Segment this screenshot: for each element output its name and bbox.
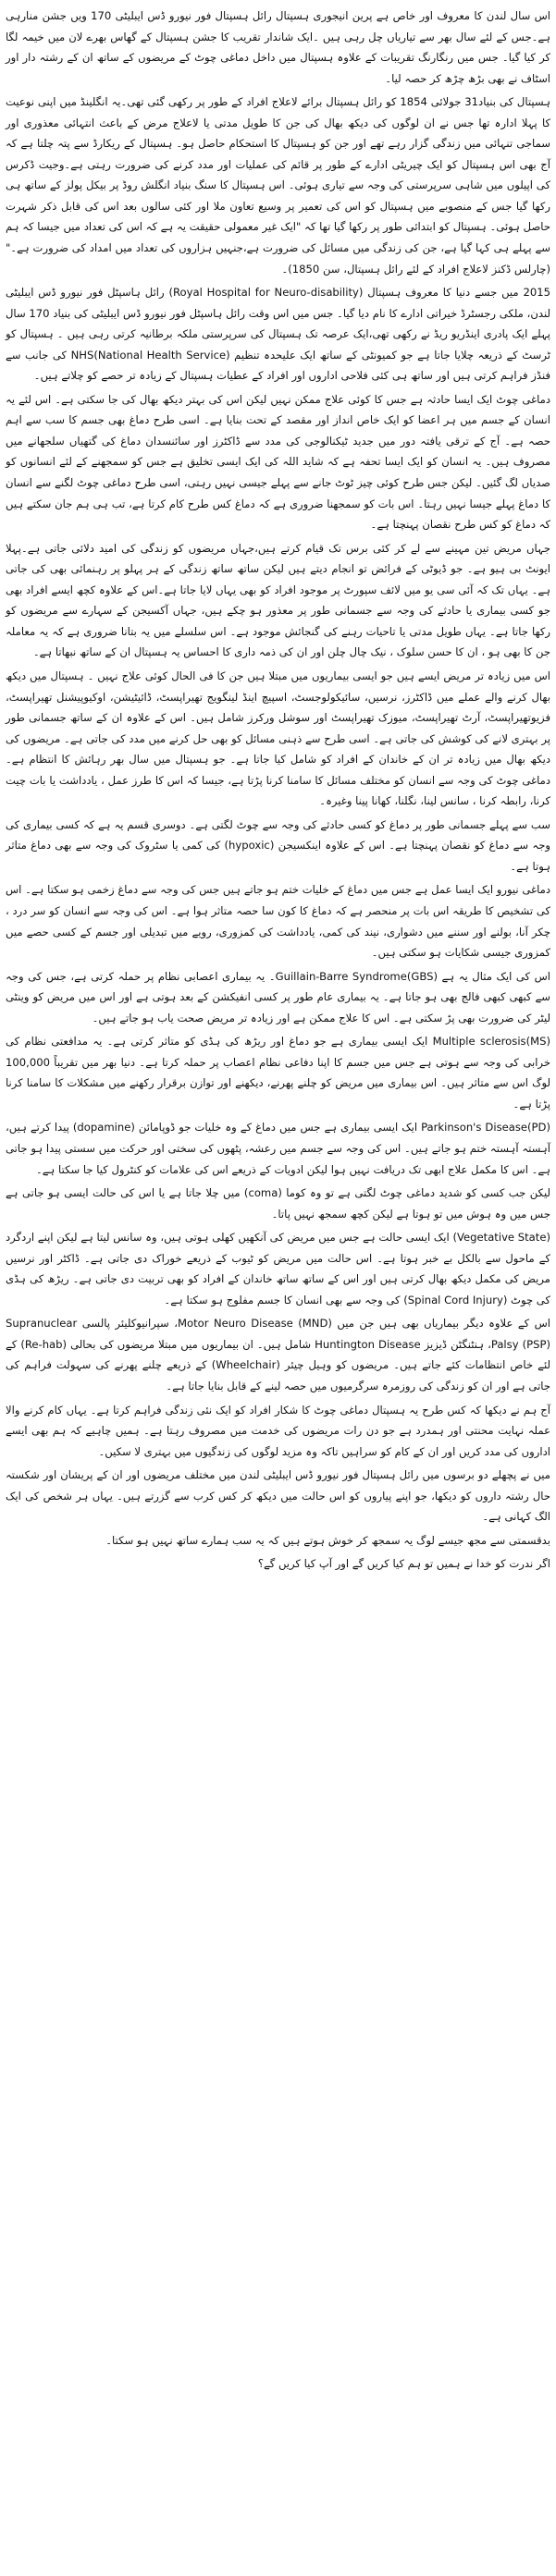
article-paragraph-14: اس کے علاوہ دیگر بیماریاں بھی ہیں جن میں Motor Neuro Disease (MND)، سپرانیوکلیئر پالسی Supranuclear Palsy (PSP)، ہنٹنگٹن ڈیزیز Huntington Disease شامل ہیں۔ ان بیماریوں میں مبتلا مریضوں کی بحالی (Re-hab) کے لئے خاص انتظامات کئے جاتے ہیں۔ مریضوں کو وہیل چیئر (Wheelchair) کے ذریعے چلنے پھرنے کی سہولت فراہم کی جاتی ہے اور ان کو زندگی کی روزمرہ سرگرمیوں میں حصہ لینے کے قابل بنایا جاتا ہے۔ [6,1317,550,1392]
article-paragraph-16: میں نے پچھلے دو برسوں میں رائل ہسپتال فور نیورو ڈس ایبلیٹی لندن میں مختلف مریضوں اور ان کے پریشان اور شکستہ حال رشتہ داروں کو دیکھا، جو اپنے پیاروں کو اس حالت میں دیکھ کر کس کرب سے گزرتے ہیں۔ یہاں ہر شخص کی ایک الگ کہانی ہے۔ [6,1468,550,1524]
article-paragraph-1: اس سال لندن کا معروف اور خاص ہے پرین انیجوری ہسپتال رائل ہسپتال فور نیورو ڈس ایبلیٹی 170 ویں جشن منارہی ہے۔جس کے لئے سال بھر سے تیاریاں چل رہی ہیں ۔ایک شاندار تقریب کا جشن ہسپتال کے گھاس بھرے لان میں خیمہ لگا کر کیا گیا۔ جس میں رنگارنگ تقریبات کے علاوہ ہسپتال میں داخل دماغی چوٹ کے مریضوں کے ساتھ ان کے رشتہ دار اور اسٹاف نے بھی بڑھ چڑھ کر حصہ لیا۔ [6,9,551,85]
article-paragraph-7: سب سے پہلے جسمانی طور پر دماغ کو کسی حادثے کی وجہ سے چوٹ لگتی ہے۔ دوسری قسم یہ ہے کہ کسی بیماری کی وجہ سے دماغ کو نقصان پہنچتا ہے۔ اس کے علاوہ اینکسیجن (hypoxic) کی کمی یا سٹروک کی وجہ سے بھی دماغ متاثر ہوتا ہے۔ [6,817,550,873]
article-paragraph-17: بدقسمتی سے مجھ جیسے لوگ یہ سمجھ کر خوش ہوتے ہیں کہ یہ سب ہمارے ساتھ نہیں ہو سکتا۔ [105,1533,550,1547]
article-paragraph-5: جہاں مریض تین مہینے سے لے کر کئی برس تک قیام کرتے ہیں،جہاں مریضوں کو زندگی کی امید دلائی جاتی ہے۔پہلا ایونٹ بی ہیو ہے۔ جو ڈیوٹی کے فرائض تو انجام دیتے ہیں لیکن ساتھ ساتھ زندگی کے ہر پہلو پر رہنمائی بھی کی جاتی ہے۔ یہاں تک کہ آئی سی یو میں لائف سپورٹ پر موجود افراد کو بھی یہاں لایا جاتا ہے۔اس کے علاوہ کچھ ایسے افراد بھی جو کسی بیماری یا حادثے کی وجہ سے جسمانی طور پر معذور ہو چکے ہیں، جہاں آکسیجن کے سہارے سے مریضوں کو رکھا جاتا ہے۔ یہاں طویل مدتی یا تاحیات رہنے کی گنجائش موجود ہے۔ اس سلسلے میں یہ بتانا ضروری ہے کہ یہ معاملہ جن کا بھی ہو ، ان کا حسن سلوک ، نیک چال چلن اور ان کی ذمہ داری کا احساس یہ ہسپتال ان کے ساتھ نبھاتا ہے۔ [6,541,550,659]
article-paragraph-4: دماغی چوٹ ایک ایسا حادثہ ہے جس کا کوئی علاج ممکن نہیں لیکن اس کی بہتر دیکھ بھال کی جا سکتی ہے۔ اس لئے یہ انسان کے جسم میں ہر اعضا کو ایک خاص انداز اور مقصد کے تحت بنایا ہے۔ اسی طرح دماغ بھی جسم کا سب سے اہم حصہ ہے۔ آج کے ترقی یافتہ دور میں جدید ٹیکنالوجی کی مدد سے ڈاکٹرز اور سائنسدان دماغ کی گتھیاں سلجھانے میں مصروف ہیں۔ یہ انسان کو ایک ایسا تحفہ ہے کہ شاید اللہ کی ایک ایسی تخلیق ہے جس کو سمجھنے کے لئے انسانوں کو صدیاں لگ گئیں۔ لیکن جس طرح کوئی چیز ٹوٹ جانے سے پہلے جیسی نہیں رہتی، اسی طرح دماغی چوٹ لگنے سے انسان کا دماغ پہلے جیسا نہیں رہتا۔ اس بات کو سمجھنا ضروری ہے کہ دماغ کس طرح کام کرتا ہے، تب ہی ہم جان سکتے ہیں کہ دماغ کو کس طرح نقصان پہنچتا ہے۔ [6,392,550,532]
article-paragraph-18: اگر ندرت کو خدا نے ہمیں تو ہم کیا کریں گے اور آپ کیا کریں گے؟ [257,1557,550,1571]
article-paragraph-10: Multiple sclerosis(MS) ایک ایسی بیماری ہے جو دماغ اور ریڑھ کی ہڈی کو متاثر کرتی ہے۔ یہ مدافعتی نظام کی خرابی کی وجہ سے ہوتی ہے جس میں جسم کا اپنا دفاعی نظام اعصاب پر حملہ کرتا ہے۔ دنیا بھر میں تقریباً 100,000 لوگ اس سے متاثر ہیں۔ اس بیماری میں مریض کو چلنے پھرنے، دیکھنے اور توازن برقرار رکھنے میں مشکلات کا سامنا کرنا پڑتا ہے۔ [6,1035,550,1110]
article-paragraph-6: اس میں زیادہ تر مریض ایسے ہیں جو ایسی بیماریوں میں مبتلا ہیں جن کا فی الحال کوئی علاج نہیں ۔ ہسپتال میں دیکھ بھال کرنے والے عملے میں ڈاکٹرز، نرسیں، سائیکولوجسٹ، اسپیچ اینڈ لینگویج تھیراپسٹ، ڈائیٹیشن، اوکیوپیشنل تھیراپسٹ، فزیوتھیراپسٹ، آرٹ تھیراپسٹ، میوزک تھیراپسٹ اور سوشل ورکرز شامل ہیں۔ اس کے علاوہ ان کے ساتھ جسمانی طور پر بہتری لانے کی کوشش کی جاتی ہے۔ اسی طرح سے ذہنی مسائل کو بھی حل کرنے میں مدد کی جاتی ہے۔ مریضوں کی دیکھ بھال میں زیادہ تر ان کے خاندان کے افراد کو شامل کیا جاتا ہے۔ جو ہسپتال میں سال بھر رہائش کا انتظام ہے۔ دماغی چوٹ کی وجہ سے انسان کو مختلف مسائل کا سامنا کرنا پڑتا ہے، جیسا کہ اس کا طرز عمل ، یادداشت یا بات چیت کرنا، رابطہ کرنا ، سانس لینا، نگلنا، کھانا پینا وغیرہ۔ [6,669,550,808]
article-paragraph-9: اس کی ایک مثال یہ ہے Guillain-Barre Syndrome(GBS)۔ یہ بیماری اعصابی نظام پر حملہ کرتی ہے، جس کی وجہ سے کبھی کبھی فالج بھی ہو جاتا ہے۔ یہ بیماری عام طور پر کسی انفیکشن کے بعد ہوتی ہے اور اس میں مریض کو وینٹی لیٹر کی ضرورت بھی پڑ سکتی ہے۔ اس کا علاج ممکن ہے اور زیادہ تر مریض صحت یاب ہو جاتے ہیں۔ [6,969,551,1024]
article-paragraph-2: ہسپتال کی بنیاد31 جولائی 1854 کو رائل ہسپتال برائے لاعلاج افراد کے طور پر رکھی گئی تھی۔یہ انگلینڈ میں اپنی نوعیت کا پہلا ادارہ تھا جس نے ان لوگوں کی دیکھ بھال کی جن کا طویل مدتی یا لاعلاج مرض کے باعث انتہائی معذوری اور سماجی تنہائی میں زندگی گزار رہے تھے اور جن کو ہسپتال کا استحکام حاصل ہو۔ ہسپتال کے ریکارڈ سے پتہ چلتا ہے کہ آج بھی اس ہسپتال کو ایک چیریٹی ادارے کے طور پر قائم کی عملیات اور مدد کرنے کی ضرورت رہتی ہے۔وجیت ڈکرس کی اپیلوں میں شاہی سرپرستی کی وجہ سے تیاری ہوئی۔ اس ہسپتال کا سنگ بنیاد انگلش روڈ پر بیکل پولز کے ساتھ ہی رکھا گیا جس کے منصوبے میں ہسپتال کو اس کی تعمیر پر وسیع تعاون ملا اور کئی سالوں بعد اس کی قابل ذکر شہرت حاصل ہوئی۔ ہسپتال کو ابتدائی طور پر رکھا گیا تھا کہ "ایک غیر معمولی حقیقت یہ ہے کہ اس کی تعداد میں جیسا کہ ہم سے پہلے ہی کہا گیا ہے، جن کی زندگی میں مسائل کی ضرورت ہے،جنہیں ہزاروں کی تعداد میں امداد کی ضرورت ہے۔"(چارلس ڈکنز لاعلاج افراد کے لئے رائل ہسپتال، سن 1850)۔ [6,95,550,276]
article-paragraph-12: لیکن جب کسی کو شدید دماغی چوٹ لگتی ہے تو وہ کوما (coma) میں چلا جاتا ہے یا اس کی حالت ایسی ہو جاتی ہے جس میں وہ ہوش میں تو ہوتا ہے لیکن کچھ سمجھ نہیں پاتا۔ [6,1186,550,1221]
article-paragraph-8: دماغی نیورو ایک ایسا عمل ہے جس میں دماغ کے خلیات ختم ہو جاتے ہیں جس کی وجہ سے دماغ زخمی ہو سکتا ہے۔ اس کی تشخیص کا طریقہ اس بات پر منحصر ہے کہ دماغ کا کون سا حصہ متاثر ہوا ہے۔ اس کی وجہ سے انسان کو سر درد ، چکر آنا، بولنے اور سننے میں دشواری، نیند کی کمی، یادداشت کی کمزوری، رویے میں تبدیلی اور جسم کے کسی حصے میں کمزوری جیسی شکایات ہو سکتی ہیں۔ [6,883,550,960]
article-paragraph-3: 2015 میں جسے دنیا کا معروف ہسپتال (Royal Hospital for Neuro-disability) رائل ہاسپٹل فور نیورو ڈس ایبلیٹی لندن، ملکی رجسٹرڈ خیراتی ادارے کا نام دیا گیا۔ جس میں اس وقت رائل ہاسپٹل فور نیورو ڈس ایبلیٹی کی بنیاد 170 سال پہلے ایک پادری اینڈریو ریڈ نے رکھی تھی،ایک عرصہ تک ہسپتال کی سرپرستی ملکہ برطانیہ کرتی رہی ہیں ۔ ہسپتال کو ٹرسٹ کے ذریعہ چلایا جاتا ہے جو کمیونٹی کے ساتھ ایک علیحدہ تنظیم NHS(National Health Service) کی جانب سے فنڈز فراہم کرتی ہیں اور ساتھ ہی کئی فلاحی اداروں اور افراد کے عطیات ہسپتال کے زیادہ تر حصے کو چلاتے ہیں۔ [6,286,551,383]
article-paragraph-13: (Vegetative State) ایک ایسی حالت ہے جس میں مریض کی آنکھیں کھلی ہوتی ہیں، وہ سانس لیتا ہے لیکن اپنے اردگرد کے ماحول سے بالکل بے خبر ہوتا ہے۔ اس حالت میں مریض کو ٹیوب کے ذریعے خوراک دی جاتی ہے۔ ڈاکٹر اور نرسیں مریض کی مکمل دیکھ بھال کرتی ہیں اور اس کے ساتھ ساتھ خاندان کے افراد کو بھی تربیت دی جاتی ہے۔ ریڑھ کی ہڈی کی چوٹ (Spinal Cord Injury) کی وجہ سے بھی انسان کا جسم مفلوج ہو سکتا ہے۔ [6,1231,550,1306]
article-paragraph-15: آج ہم نے دیکھا کہ کس طرح یہ ہسپتال دماغی چوٹ کا شکار افراد کو ایک نئی زندگی فراہم کرتا ہے۔ یہاں کام کرنے والا عملہ نہایت محنتی اور ہمدرد ہے جو دن رات مریضوں کی خدمت میں مصروف رہتا ہے۔ ہمیں چاہیے کہ ہم بھی ایسے اداروں کی مدد کریں اور ان کے کام کو سراہیں تاکہ وہ مزید لوگوں کی زندگیوں میں بہتری لا سکیں۔ [6,1403,550,1458]
article-paragraph-11: Parkinson's Disease(PD) ایک ایسی بیماری ہے جس میں دماغ کے وہ خلیات جو ڈوپامائن (dopamine) پیدا کرتے ہیں، آہستہ آہستہ ختم ہو جاتے ہیں۔ اس کی وجہ سے جسم میں رعشہ، پٹھوں کی سختی اور حرکت میں سستی پیدا ہو جاتی ہے۔ اس کا مکمل علاج ابھی تک دریافت نہیں ہوا لیکن ادویات کے ذریعے اس کی علامات کو کنٹرول کیا جا سکتا ہے۔ [6,1121,550,1176]
